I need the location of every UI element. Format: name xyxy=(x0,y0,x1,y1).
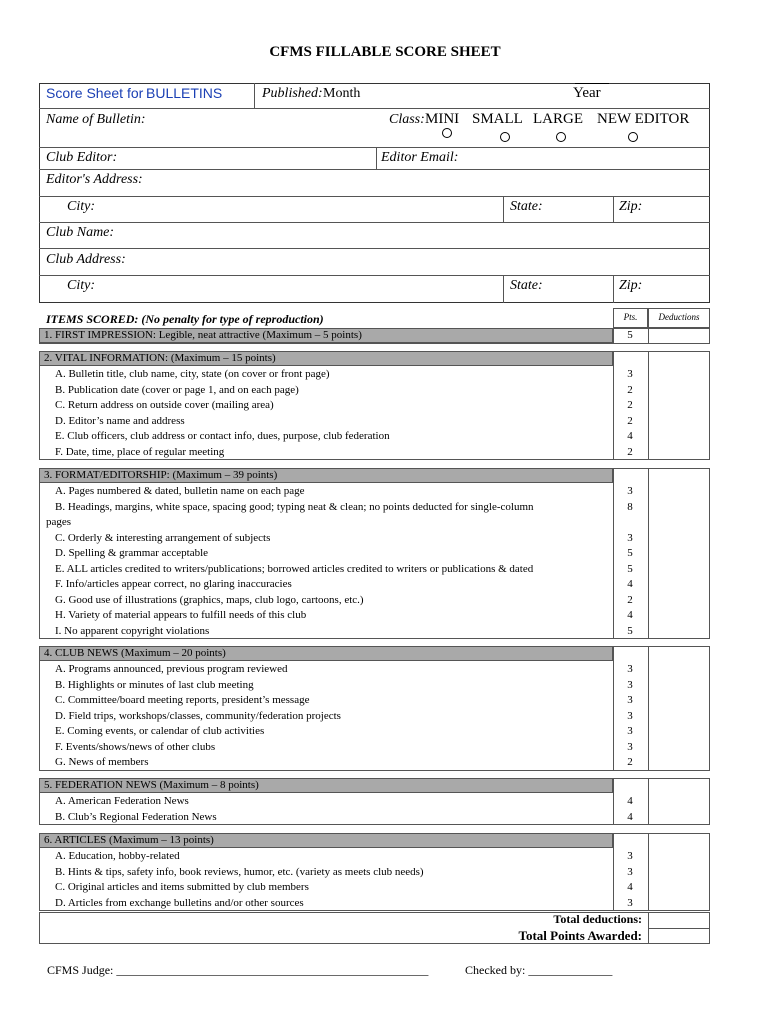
checked-by-line[interactable]: Checked by: ______________ xyxy=(465,963,613,977)
divider xyxy=(648,646,649,771)
page-title: CFMS FILLABLE SCORE SHEET xyxy=(269,44,501,60)
points-value: 5 xyxy=(627,329,633,341)
city-label: City: xyxy=(67,199,95,214)
divider xyxy=(648,833,649,911)
section-title: 1. FIRST IMPRESSION: Legible, neat attractive (Maximum – 5 points) xyxy=(44,329,362,341)
bulletin-name-label: Name of Bulletin: xyxy=(46,112,146,127)
item-text: C. Committee/board meeting reports, president’s message xyxy=(55,694,310,706)
points-value: 3 xyxy=(627,694,633,706)
points-value: 3 xyxy=(627,678,633,691)
item-text: A. Programs announced, previous program reviewed xyxy=(55,663,288,675)
item-text: B. Club’s Regional Federation News xyxy=(55,810,217,823)
item-text: F. Date, time, place of regular meeting xyxy=(55,445,225,458)
divider xyxy=(613,196,614,222)
points-value: 5 xyxy=(627,562,633,575)
divider xyxy=(648,778,649,825)
deduction-input[interactable] xyxy=(650,368,708,381)
total-points-label: Total Points Awarded: xyxy=(518,928,642,943)
deduction-input[interactable] xyxy=(650,795,708,808)
deduction-input[interactable] xyxy=(650,850,708,863)
item-text: I. No apparent copyright violations xyxy=(55,624,210,637)
deduction-input[interactable] xyxy=(650,609,708,622)
points-value: 3 xyxy=(627,896,633,909)
deduction-input[interactable] xyxy=(650,532,708,545)
divider xyxy=(613,275,614,303)
item-text: H. Variety of material appears to fulfill needs of this club xyxy=(55,609,307,621)
points-value: 2 xyxy=(627,399,633,411)
items-scored-header: ITEMS SCORED: (No penalty for type of reproduction) xyxy=(46,312,324,326)
deduction-input[interactable] xyxy=(650,741,708,754)
item-text: G. Good use of illustrations (graphics, maps, club logo, cartoons, etc.) xyxy=(55,593,364,606)
points-value: 3 xyxy=(627,368,633,380)
item-text: C. Original articles and items submitted by club members xyxy=(55,881,309,893)
divider xyxy=(648,351,649,460)
item-text: A. Education, hobby-related xyxy=(55,850,180,862)
points-value: 3 xyxy=(627,850,633,862)
section-title: 4. CLUB NEWS (Maximum – 20 points) xyxy=(44,647,226,659)
points-value: 4 xyxy=(627,795,633,807)
divider xyxy=(648,328,649,344)
total-deductions-label: Total deductions: xyxy=(553,912,642,926)
editor-address-label: Editor's Address: xyxy=(46,172,143,187)
item-text: B. Highlights or minutes of last club meeting xyxy=(55,678,254,691)
deduction-input[interactable] xyxy=(650,866,708,879)
points-value: 3 xyxy=(627,663,633,675)
points-value: 3 xyxy=(627,531,633,544)
points-value: 4 xyxy=(627,881,633,893)
deduction-input[interactable] xyxy=(650,625,708,638)
divider xyxy=(39,222,710,223)
year-underline xyxy=(575,83,609,84)
item-text: A. American Federation News xyxy=(55,795,189,807)
zip-label: Zip: xyxy=(619,278,643,293)
published-label: Published: xyxy=(262,86,323,101)
section-title: 6. ARTICLES (Maximum – 13 points) xyxy=(44,834,214,846)
item-text: D. Field trips, workshops/classes, community/federation projects xyxy=(55,709,341,722)
points-value: 4 xyxy=(627,578,633,590)
points-value: 3 xyxy=(627,485,633,497)
deductions-header: Deductions xyxy=(658,312,700,322)
divider xyxy=(39,169,710,170)
deduction-input[interactable] xyxy=(650,415,708,428)
item-text: C. Return address on outside cover (mailing area) xyxy=(55,399,274,411)
points-value: 2 xyxy=(627,593,633,606)
divider xyxy=(39,108,710,109)
item-text-continued: pages xyxy=(46,516,72,528)
section-title: 3. FORMAT/EDITORSHIP: (Maximum – 39 points) xyxy=(44,469,278,481)
item-text: D. Spelling & grammar acceptable xyxy=(55,547,209,559)
points-value: 4 xyxy=(627,430,633,442)
state-label: State: xyxy=(510,199,543,214)
deduction-input[interactable] xyxy=(650,485,708,498)
deduction-input[interactable] xyxy=(650,881,708,894)
item-text: F. Info/articles appear correct, no glaring inaccuracies xyxy=(55,578,292,590)
class-option-large: LARGE xyxy=(533,111,583,127)
points-value: 3 xyxy=(627,740,633,753)
deduction-input[interactable] xyxy=(650,725,708,738)
item-text: G. News of members xyxy=(55,756,149,768)
divider xyxy=(376,147,377,169)
pts-header: Pts. xyxy=(623,312,638,322)
item-text: C. Orderly & interesting arrangement of subjects xyxy=(55,531,271,544)
deduction-input[interactable] xyxy=(650,547,708,560)
divider xyxy=(648,468,649,639)
item-text: D. Editor’s name and address xyxy=(55,414,185,427)
class-option-mini: MINI xyxy=(425,111,460,127)
section-title: 5. FEDERATION NEWS (Maximum – 8 points) xyxy=(44,779,259,791)
item-text: D. Articles from exchange bulletins and/or other sources xyxy=(55,896,304,909)
points-value: 3 xyxy=(627,865,633,878)
divider xyxy=(503,196,504,222)
month-field[interactable]: Month xyxy=(323,86,361,101)
item-text: B. Publication date (cover or page 1, and on each page) xyxy=(55,383,299,396)
item-text: B. Hints & tips, safety info, book reviews, humor, etc. (variety as meets club needs) xyxy=(55,865,424,878)
radio-large[interactable] xyxy=(556,132,566,142)
radio-small[interactable] xyxy=(500,132,510,142)
divider xyxy=(503,275,504,303)
year-field[interactable]: Year xyxy=(573,85,601,101)
item-text: E. Coming events, or calendar of club activities xyxy=(55,725,265,737)
item-text: A. Bulletin title, club name, city, state (on cover or front page) xyxy=(55,368,330,380)
points-value: 8 xyxy=(627,500,633,513)
deduction-input[interactable] xyxy=(650,663,708,676)
deduction-input[interactable] xyxy=(650,694,708,707)
deduction-input[interactable] xyxy=(650,756,708,769)
deduction-input[interactable] xyxy=(650,594,708,607)
editor-email-label: Editor Email: xyxy=(381,150,459,165)
judge-signature-line[interactable]: CFMS Judge: ____________________________________________________ xyxy=(47,963,429,977)
item-text: A. Pages numbered & dated, bulletin name on each page xyxy=(55,485,305,497)
divider xyxy=(39,275,710,276)
club-editor-label: Club Editor: xyxy=(46,150,118,165)
divider xyxy=(39,196,710,197)
zip-label: Zip: xyxy=(619,199,643,214)
club-address-label: Club Address: xyxy=(46,252,126,267)
points-value: 3 xyxy=(627,709,633,722)
club-name-label: Club Name: xyxy=(46,225,115,240)
deduction-input[interactable] xyxy=(650,811,708,824)
points-value: 4 xyxy=(627,810,633,823)
radio-mini[interactable] xyxy=(442,128,452,138)
divider xyxy=(39,147,710,148)
deduction-input[interactable] xyxy=(650,578,708,591)
score-sheet-type-field[interactable]: BULLETINS xyxy=(146,85,223,101)
item-text: E. ALL articles credited to writers/publications; borrowed articles credited to writers or publications & dated xyxy=(55,562,534,575)
deduction-input[interactable] xyxy=(650,710,708,723)
deduction-input[interactable] xyxy=(650,384,708,397)
points-value: 2 xyxy=(627,445,633,458)
divider xyxy=(254,83,255,108)
deduction-input[interactable] xyxy=(650,679,708,692)
deduction-input[interactable] xyxy=(650,446,708,459)
item-text: F. Events/shows/news of other clubs xyxy=(55,740,216,753)
points-value: 4 xyxy=(627,609,633,621)
points-value: 3 xyxy=(627,725,633,737)
class-option-new-editor: NEW EDITOR xyxy=(597,111,690,127)
deduction-input[interactable] xyxy=(650,563,708,576)
state-label: State: xyxy=(510,278,543,293)
item-text: E. Club officers, club address or contact info, dues, purpose, club federation xyxy=(55,430,390,442)
points-value: 2 xyxy=(627,756,633,768)
class-label: Class: xyxy=(389,112,425,127)
item-text: B. Headings, margins, white space, spacing good; typing neat & clean; no points deducted for single-column xyxy=(55,500,534,513)
deduction-input[interactable] xyxy=(650,430,708,443)
divider xyxy=(648,928,710,929)
class-option-small: SMALL xyxy=(472,111,523,127)
points-value: 2 xyxy=(627,414,633,427)
points-value: 5 xyxy=(627,547,633,559)
deduction-input[interactable] xyxy=(650,399,708,412)
deduction-input[interactable] xyxy=(650,501,708,514)
city-label: City: xyxy=(67,278,95,293)
points-value: 5 xyxy=(627,624,633,637)
section-title: 2. VITAL INFORMATION: (Maximum – 15 points) xyxy=(44,352,276,364)
divider xyxy=(39,248,710,249)
radio-new-editor[interactable] xyxy=(628,132,638,142)
score-sheet-for-label: Score Sheet for xyxy=(46,85,144,101)
deduction-input[interactable] xyxy=(650,897,708,910)
points-value: 2 xyxy=(627,383,633,396)
